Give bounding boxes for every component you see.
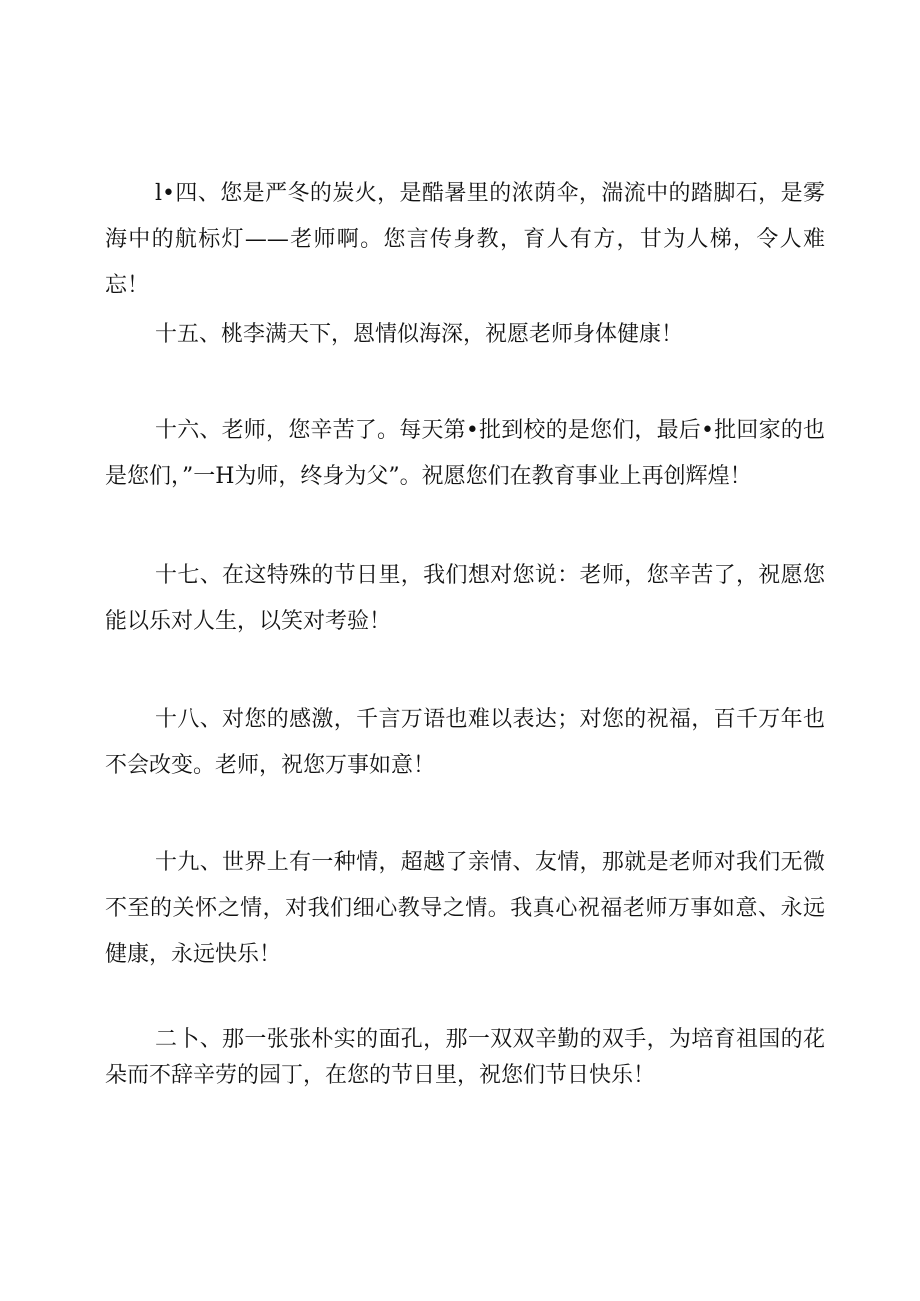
paragraph-17: 十七、在这特殊的节日里，我们想对您说：老师，您辛苦了，祝愿您能以乐对人生，以笑对考验！ <box>105 563 825 634</box>
paragraph-15: 十五、桃李满天下，恩情似海深，祝愿老师身体健康！ <box>155 322 684 347</box>
paragraph-19: 十九、世界上有一种情，超越了亲情、友情，那就是老师对我们无微不至的关怀之情，对我们细心教导之情。我真心祝福老师万事如意、永远健康，永远快乐！ <box>105 850 825 967</box>
paragraph-18: 十八、对您的感激，千言万语也难以表达；对您的祝福，百千万年也不会改变。老师，祝您万事如意！ <box>105 707 825 778</box>
paragraph-20: 二卜、那一张张朴实的面孔，那一双双辛勤的双手，为培育祖国的花朵而不辞辛劳的园丁，在您的节日里，祝您们节日快乐！ <box>105 1027 825 1088</box>
paragraph-16: 十六、老师，您辛苦了。每天第•批到校的是您们，最后•批回家的也是您们，”一H为师，终身为父”。祝愿您们在教育事业上再创辉煌！ <box>105 418 825 489</box>
paragraph-14: l•四、您是严冬的炭火，是酷暑里的浓荫伞，湍流中的踏脚石，是雾海中的航标灯——老师啊。您言传身教，育人有方，甘为人梯，令人难忘！ <box>105 181 825 298</box>
